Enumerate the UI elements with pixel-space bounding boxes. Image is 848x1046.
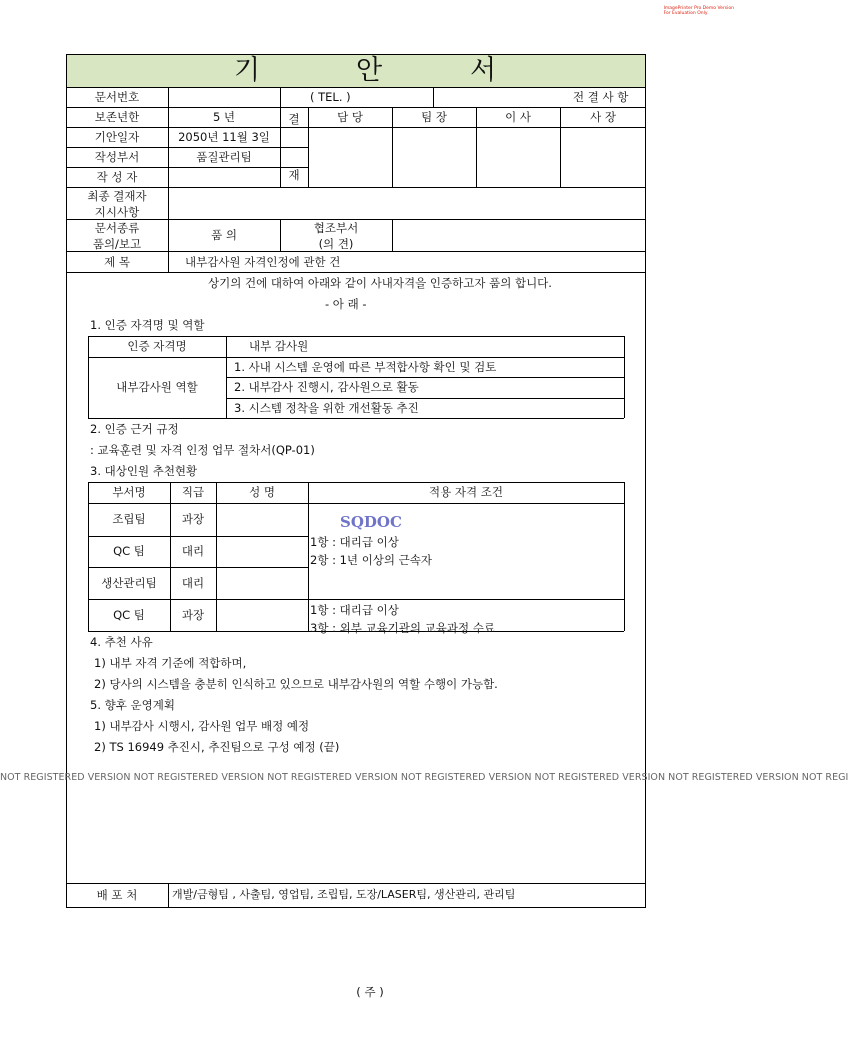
role-item-2: 2. 내부감사 진행시, 감사원으로 활동 [234, 380, 419, 394]
grid-line [88, 503, 624, 504]
subject-label: 제 목 [104, 255, 130, 269]
coop-dept-label-2: (의 견) [318, 237, 354, 251]
distribution-label: 배 포 처 [96, 888, 138, 902]
grid-line [216, 482, 217, 631]
role-item-1: 1. 사내 시스템 운영에 따른 부적합사항 확인 및 검토 [234, 360, 497, 374]
subject-value: 내부감사원 자격인정에 관한 건 [185, 255, 341, 269]
col-cond-header: 적용 자격 조건 [429, 485, 503, 499]
draft-date-value: 2050년 11월 3일 [178, 130, 270, 144]
row-1-dept: 조립팀 [112, 512, 146, 526]
author-label: 작 성 자 [96, 170, 138, 184]
retention-label: 보존년한 [94, 110, 140, 124]
cert-name-value: 내부 감사원 [249, 339, 309, 353]
sign-col-president: 사 장 [590, 110, 616, 124]
section-5-line-1: 1) 내부감사 시행시, 감사원 업무 배정 예정 [94, 719, 310, 733]
cond-a-line-1: 1항 : 대리급 이상 [310, 535, 399, 549]
final-approver-label [66, 188, 168, 219]
dept-value: 품질관리팀 [196, 150, 252, 164]
cert-name-label: 인증 자격명 [127, 339, 187, 353]
doc-type-label-1: 문서종류 [94, 221, 140, 235]
grid-line [88, 567, 308, 568]
dept-label: 작성부서 [94, 150, 140, 164]
role-item-3: 3. 시스템 정착을 위한 개선활동 추진 [234, 401, 419, 415]
grid-line [624, 482, 625, 631]
row-1-rank: 과장 [181, 512, 205, 526]
grid-line [66, 883, 646, 884]
final-approver-label-2: 지시사항 [94, 205, 140, 219]
watermark-line-1: ImagePrinter Pro Demo Version [663, 6, 734, 11]
section-4-line-2: 2) 당사의 시스템을 충분히 인식하고 있으므로 내부감사원의 역할 수행이 가능함. [94, 677, 498, 691]
unregistered-watermark-band: NOT REGISTERED VERSION NOT REGISTERED VERSION NOT REGISTERED VERSION NOT REGISTERED VERSION NOT REGISTERED VERSION NOT REGISTERED VERSION NOT REGI [0, 772, 848, 783]
title-char-2: 안 [356, 55, 383, 86]
sign-col-team-leader: 팀 장 [421, 110, 447, 124]
section-1-title: 1. 인증 자격명 및 역할 [90, 318, 205, 332]
section-2-text: : 교육훈련 및 자격 인정 업무 절차서(QP-01) [90, 443, 315, 457]
below-marker: - 아 래 - [325, 297, 367, 311]
grid-line [308, 127, 646, 128]
col-dept-header: 부서명 [112, 485, 146, 499]
row-2-dept: QC 팀 [113, 544, 145, 558]
approval-label: 전 결 사 항 [573, 90, 629, 104]
gyeol-char: 결 [288, 112, 300, 126]
cond-b-line-1: 1항 : 대리급 이상 [310, 603, 399, 617]
cond-b-cell [309, 600, 623, 635]
row-4-dept: QC 팀 [113, 608, 145, 622]
row-3-rank: 대리 [181, 576, 205, 590]
final-approver-label-1: 최종 결재자 [87, 189, 147, 203]
row-2-rank: 대리 [181, 544, 205, 558]
jae-char: 재 [288, 168, 300, 182]
coop-dept-label [280, 220, 392, 251]
watermark-line-2: For Evaluation Only [663, 11, 708, 16]
cond-b-line-2: 3항 : 외부 교육기관의 교육과정 수료 [310, 621, 495, 635]
grid-line [168, 883, 169, 908]
sign-col-staff: 담 당 [337, 110, 363, 124]
row-4-rank: 과장 [181, 608, 205, 622]
section-4-line-1: 1) 내부 자격 기준에 적합하며, [94, 656, 247, 670]
grid-line [226, 336, 227, 418]
footer-company: ( 주 ) [356, 985, 384, 999]
doc-type-label [66, 220, 168, 251]
col-name-header: 성 명 [249, 485, 275, 499]
grid-line [88, 536, 308, 537]
section-2-title: 2. 인증 근거 규정 [90, 422, 179, 436]
retention-value: 5 년 [212, 110, 236, 124]
title-char-1: 기 [234, 55, 261, 86]
evaluation-watermark [664, 6, 734, 16]
section-4-title: 4. 추천 사유 [90, 635, 153, 649]
draft-date-label: 기안일자 [94, 130, 140, 144]
grid-line [392, 219, 393, 251]
grid-line [280, 87, 281, 107]
cond-a-line-2: 2항 : 1년 이상의 근속자 [310, 553, 433, 567]
role-label: 내부감사원 역할 [116, 380, 198, 394]
sqdoc-stamp: SQDOC [340, 513, 402, 531]
row-3-dept: 생산관리팀 [101, 576, 157, 590]
doc-type-value: 품 의 [211, 228, 237, 242]
doc-no-label: 문서번호 [94, 90, 140, 104]
distribution-value: 개발/금형팀 , 사출팀, 영업팀, 조립팀, 도장/LASER팀, 생산관리, 관리팀 [172, 888, 516, 901]
section-5-line-2: 2) TS 16949 추진시, 추진팀으로 구성 예정 (끝) [94, 740, 340, 754]
tel-field: ( TEL. ) [310, 90, 351, 104]
grid-line [624, 336, 625, 418]
grid-line [433, 87, 434, 107]
coop-dept-label-1: 협조부서 [313, 221, 359, 235]
sign-col-director: 이 사 [505, 110, 531, 124]
col-rank-header: 직급 [181, 485, 205, 499]
section-3-title: 3. 대상인원 추천현황 [90, 464, 198, 478]
section-5-title: 5. 향후 운영계획 [90, 698, 175, 712]
intro-text: 상기의 건에 대하여 아래와 같이 사내자격을 인증하고자 품의 합니다. [208, 276, 552, 290]
doc-type-label-2: 품의/보고 [92, 237, 142, 251]
title-char-3: 서 [470, 55, 497, 86]
